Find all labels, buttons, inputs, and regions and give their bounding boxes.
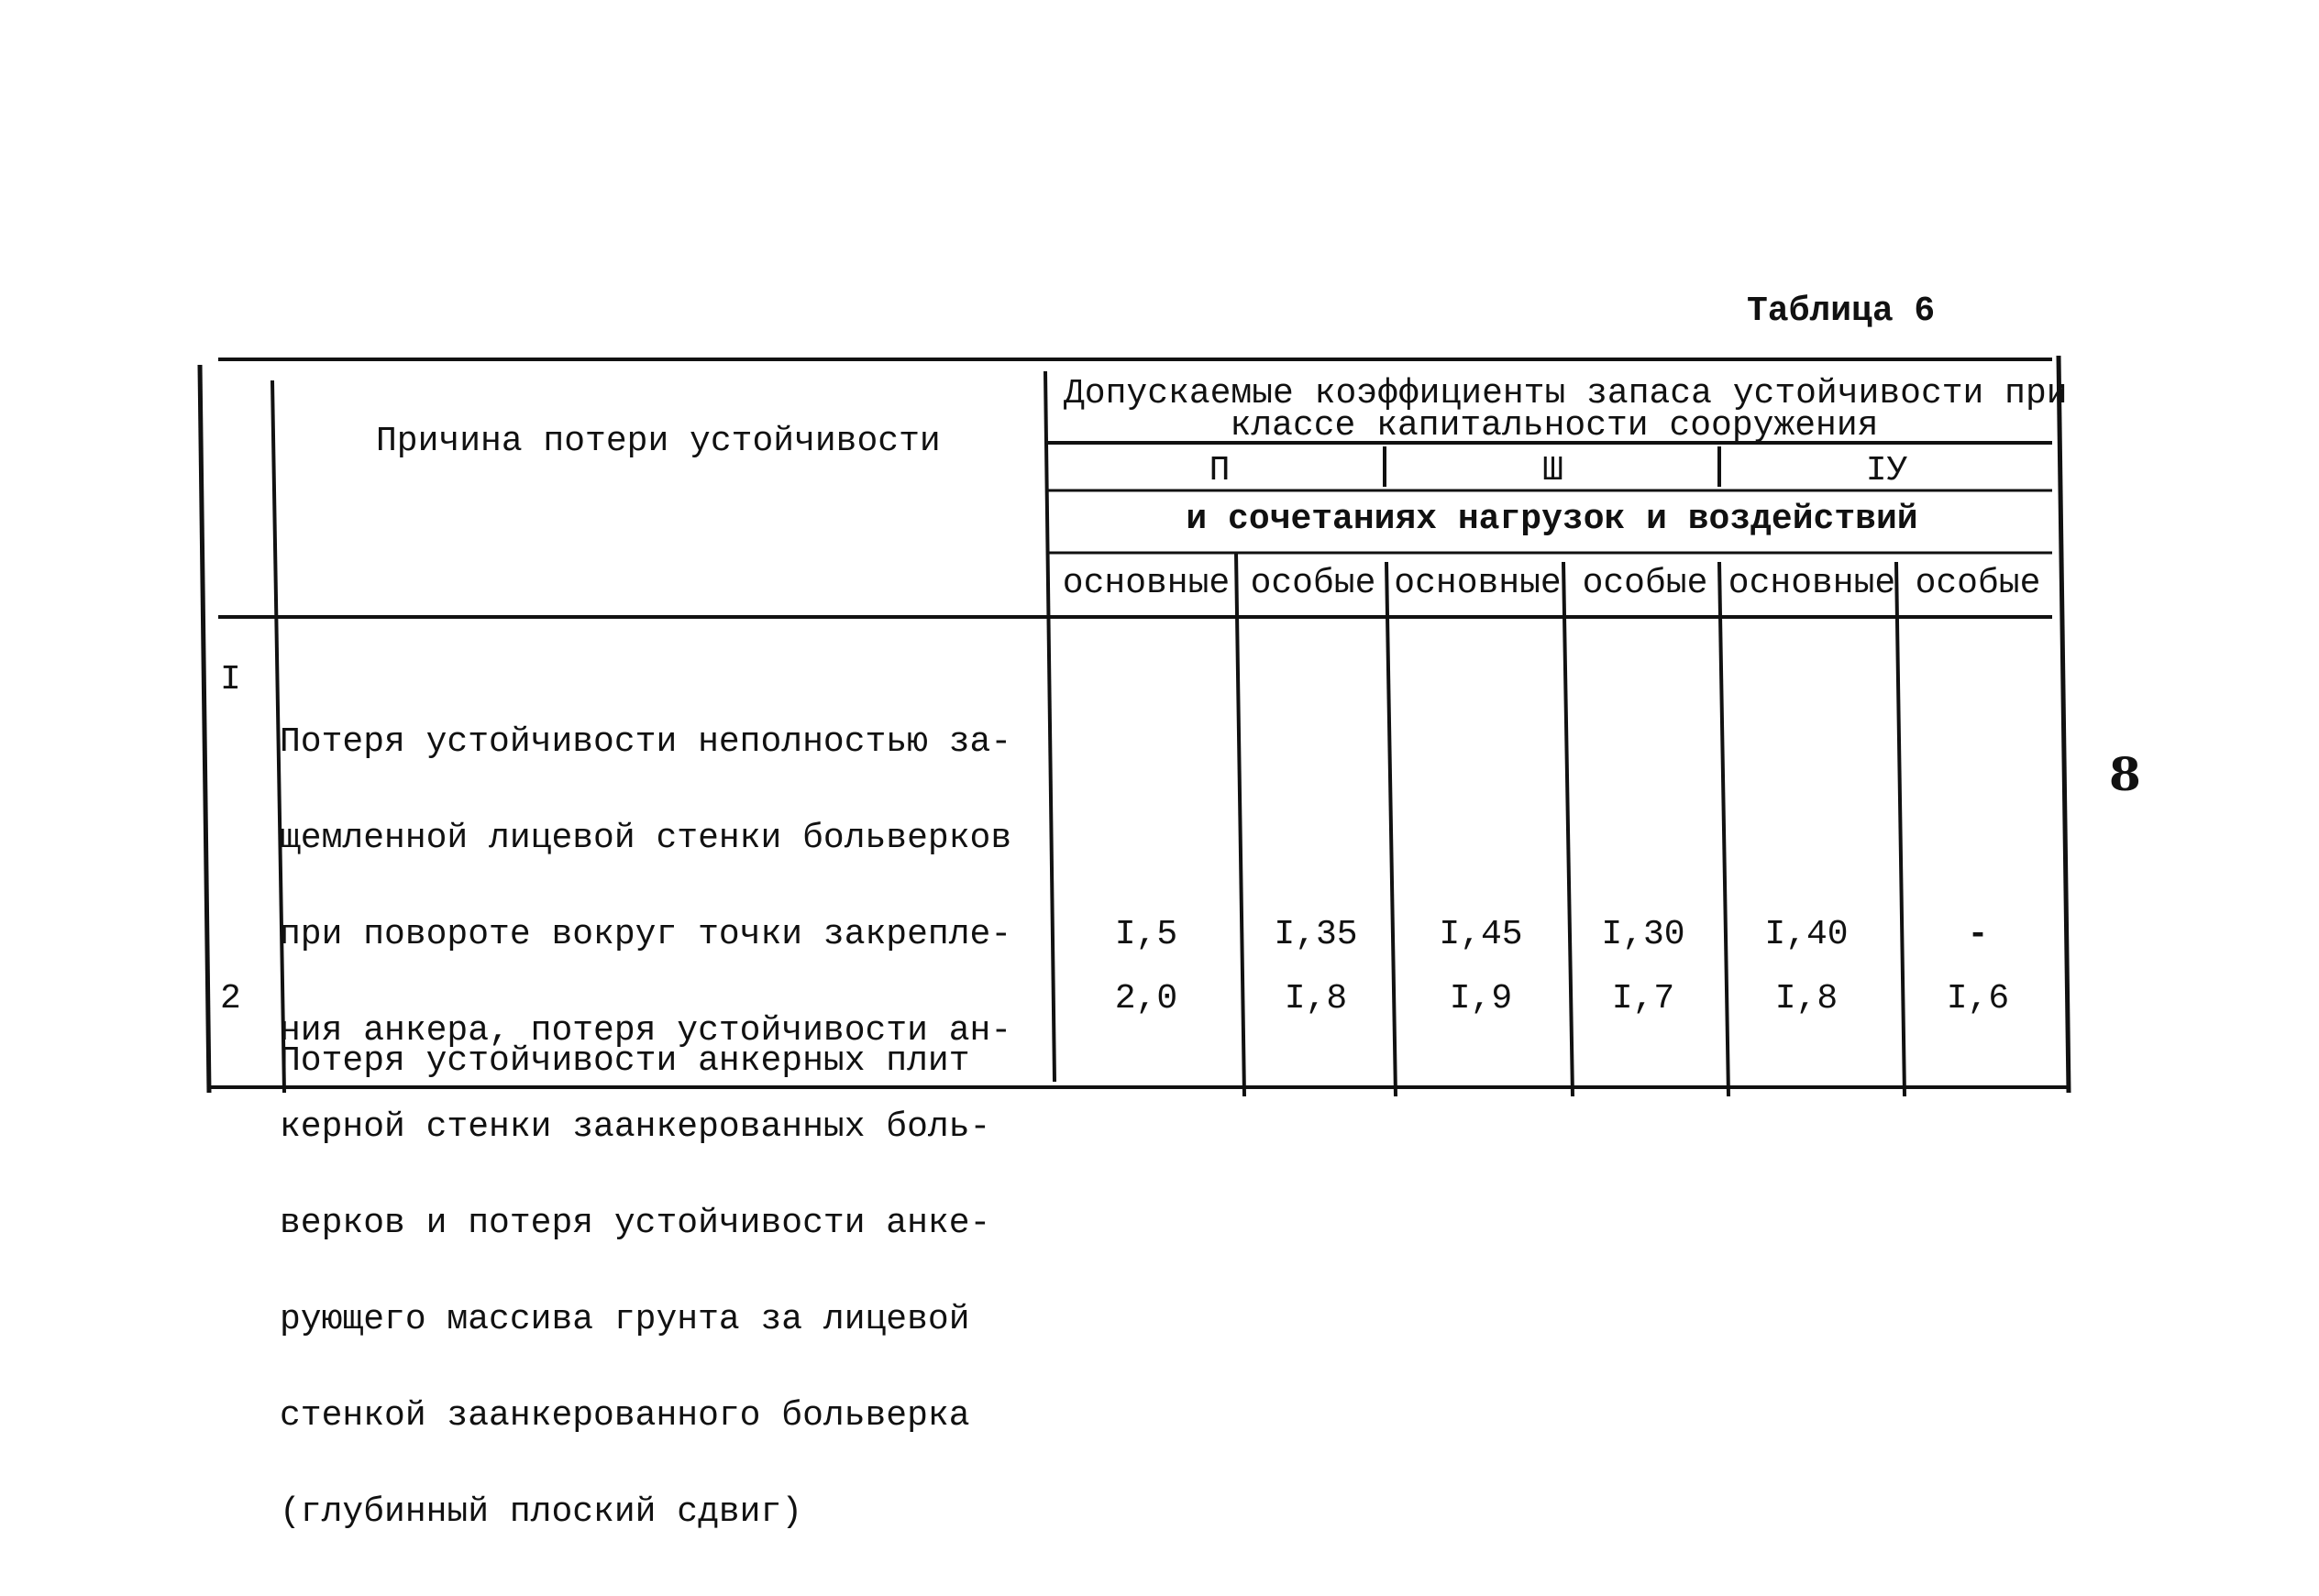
header-coef-line2: классе капитальности сооружения xyxy=(1230,406,1879,446)
row-value: 2,0 xyxy=(1114,979,1178,1018)
header-coef-line1: Допускаемые коэффициенты запаса устойчивости при xyxy=(1064,374,2068,413)
subheader-special-ii: особые xyxy=(1250,564,1376,603)
row-value: I,7 xyxy=(1611,979,1675,1018)
header-class-iii: Ш xyxy=(1542,451,1563,490)
row-value: - xyxy=(1967,915,1989,954)
row-value: I,6 xyxy=(1946,979,2010,1018)
row-value: I,8 xyxy=(1284,979,1348,1018)
header-cause: Причина потери устойчивости xyxy=(376,422,941,461)
row-index: 2 xyxy=(220,979,241,1018)
cause-line: Потеря устойчивости анкерных плит xyxy=(280,1041,970,1081)
cause-line: керной стенки заанкерованных боль- xyxy=(280,1107,991,1147)
header-class-iv: IУ xyxy=(1865,451,1908,490)
cause-line: при повороте вокруг точки закрепле- xyxy=(280,915,1012,954)
subheader-main-iii: основные xyxy=(1394,564,1562,603)
cause-line: ния анкера, потеря устойчивости ан- xyxy=(280,1011,1012,1051)
row-value: I,8 xyxy=(1774,979,1839,1018)
subheader-main-ii: основные xyxy=(1062,564,1231,603)
row-value: I,35 xyxy=(1274,915,1358,954)
row-value: I,40 xyxy=(1764,915,1849,954)
cause-line: стенкой заанкерованного больверка xyxy=(280,1396,970,1436)
header-combinations: и сочетаниях нагрузок и воздействий xyxy=(1186,500,1918,539)
table-caption: Таблица 6 xyxy=(1747,292,1936,331)
cause-line: (глубинный плоский сдвиг) xyxy=(280,1492,803,1532)
row-cause xyxy=(280,981,970,1141)
cause-line: верков и потеря устойчивости анке- xyxy=(280,1204,991,1243)
cause-line: рующего массива грунта за лицевой xyxy=(280,1300,970,1339)
cause-line: Потеря устойчивости неполностью за- xyxy=(280,722,1012,762)
subheader-main-iv: основные xyxy=(1728,564,1896,603)
header-class-ii: П xyxy=(1209,451,1231,490)
subheader-special-iii: особые xyxy=(1582,564,1708,603)
row-value: I,5 xyxy=(1114,915,1178,954)
subheader-special-iv: особые xyxy=(1915,564,2041,603)
cause-line: щемленной лицевой стенки больверков xyxy=(280,819,1012,858)
row-value: I,30 xyxy=(1601,915,1685,954)
row-value: I,45 xyxy=(1439,915,1523,954)
row-index: I xyxy=(220,660,241,699)
page-number: 8 xyxy=(2109,747,2141,801)
row-value: I,9 xyxy=(1449,979,1513,1018)
